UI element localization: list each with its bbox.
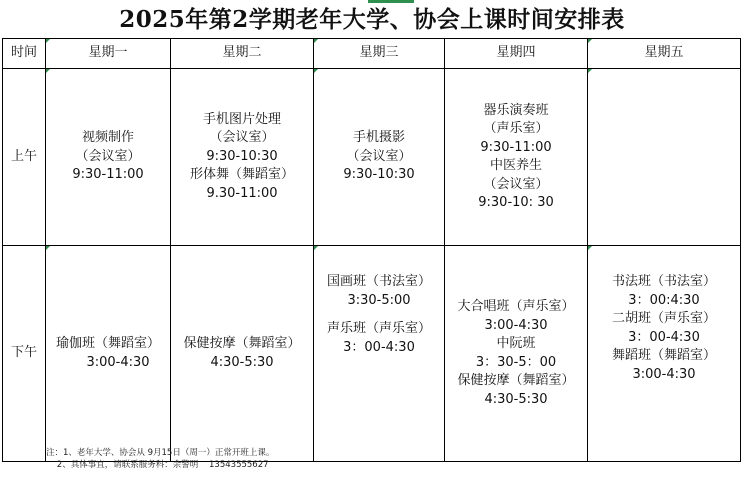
cell-corner-marker: [588, 69, 592, 73]
class-time: 9.30-11:00: [206, 185, 278, 201]
cell-corner-marker: [46, 69, 50, 73]
morning-row: [3, 69, 741, 246]
class-time: 3：30-5：00: [475, 354, 557, 370]
class-time: 3:00-4:30: [484, 317, 548, 333]
thu-am-cell: [445, 69, 588, 246]
class-time: 3：00-4:30: [343, 339, 415, 355]
class-name: 视频制作: [81, 130, 134, 146]
class-name: 保健按摩（舞蹈室）: [183, 336, 301, 351]
fri-pm-cell: [588, 246, 741, 462]
class-name: 中阮班: [496, 336, 536, 351]
header-friday-label: 星期五: [644, 45, 684, 61]
page-title: 2025年第2学期老年大学、协会上课时间安排表: [119, 6, 625, 33]
class-name: 中医养生: [489, 158, 542, 173]
class-name: 手机图片处理: [202, 111, 281, 127]
class-name: 手机摄影: [352, 130, 405, 146]
class-room: （会议室）: [346, 148, 412, 164]
class-time: 3:00-4:30: [632, 366, 696, 382]
cell-corner-marker: [314, 69, 318, 73]
class-time: 3：00:4:30: [628, 292, 700, 308]
afternoon-row: [3, 246, 741, 462]
cell-corner-marker: [314, 246, 318, 250]
cell-corner-marker: [46, 39, 50, 43]
class-name: 形体舞（舞蹈室）: [189, 167, 294, 183]
class-room: （会议室）: [209, 130, 275, 146]
class-name: 书法班（书法室）: [611, 274, 716, 289]
class-time: 3:00-4:30: [86, 354, 150, 370]
header-wednesday: [314, 39, 445, 69]
footnote-2: 2、具体事宜，请联系服务科：余警明 13543555627: [46, 460, 269, 470]
class-name: 舞蹈班（舞蹈室）: [611, 348, 716, 363]
header-wednesday-label: 星期三: [359, 45, 399, 61]
schedule-table: [2, 38, 741, 462]
class-name: 大合唱班（声乐室）: [457, 299, 575, 314]
tue-pm-cell: [171, 246, 314, 462]
mon-am-cell: [46, 69, 171, 246]
class-time: 9:30-11:00: [480, 139, 552, 155]
footnote-1: 注：1、老年大学、协会从 9月15日（周一）正常开班上课。: [46, 448, 275, 458]
wed-pm-cell: [314, 246, 445, 462]
header-row: [3, 39, 741, 69]
tue-am-cell: [171, 69, 314, 246]
cell-corner-marker: [46, 246, 50, 250]
class-room: （会议室）: [75, 148, 141, 164]
class-time: 9:30-10: 30: [478, 195, 554, 210]
row-label-afternoon: 下午: [3, 246, 46, 462]
header-thursday: 星期四: [445, 39, 588, 69]
header-tuesday: 星期二: [171, 39, 314, 69]
class-name: 二胡班（声乐室）: [611, 311, 716, 326]
class-time: 3:30-5:00: [347, 292, 411, 308]
footnotes: [46, 447, 274, 471]
wed-am-cell: [314, 69, 445, 246]
header-monday-label: 星期一: [88, 45, 128, 61]
header-friday: [588, 39, 741, 69]
header-time: 时间: [3, 39, 46, 69]
class-time: 9:30-10:30: [206, 148, 278, 164]
cell-spacer: [314, 310, 444, 320]
fri-am-cell: [588, 69, 741, 246]
class-time: 4:30-5:30: [484, 391, 548, 407]
class-name: 瑜伽班（舞蹈室）: [55, 336, 160, 351]
class-time: 9:30-11:00: [72, 167, 144, 183]
class-time: 3：00-4:30: [628, 329, 700, 345]
class-name: 声乐班（声乐室）: [326, 321, 431, 336]
class-name: 器乐演奏班: [483, 102, 549, 118]
class-time: 9:30-10:30: [343, 167, 415, 183]
class-room: （声乐室）: [483, 121, 549, 136]
cell-corner-marker: [588, 39, 592, 43]
class-time: 4:30-5:30: [210, 354, 274, 370]
row-label-morning: 上午: [3, 69, 46, 246]
class-name: 保健按摩（舞蹈室）: [457, 373, 575, 388]
class-room: （会议室）: [483, 176, 549, 192]
class-name: 国画班（书法室）: [326, 274, 431, 289]
thu-pm-cell: [445, 246, 588, 462]
cell-corner-marker: [314, 39, 318, 43]
cell-corner-marker: [588, 246, 592, 250]
header-monday: [46, 39, 171, 69]
mon-pm-cell: [46, 246, 171, 462]
